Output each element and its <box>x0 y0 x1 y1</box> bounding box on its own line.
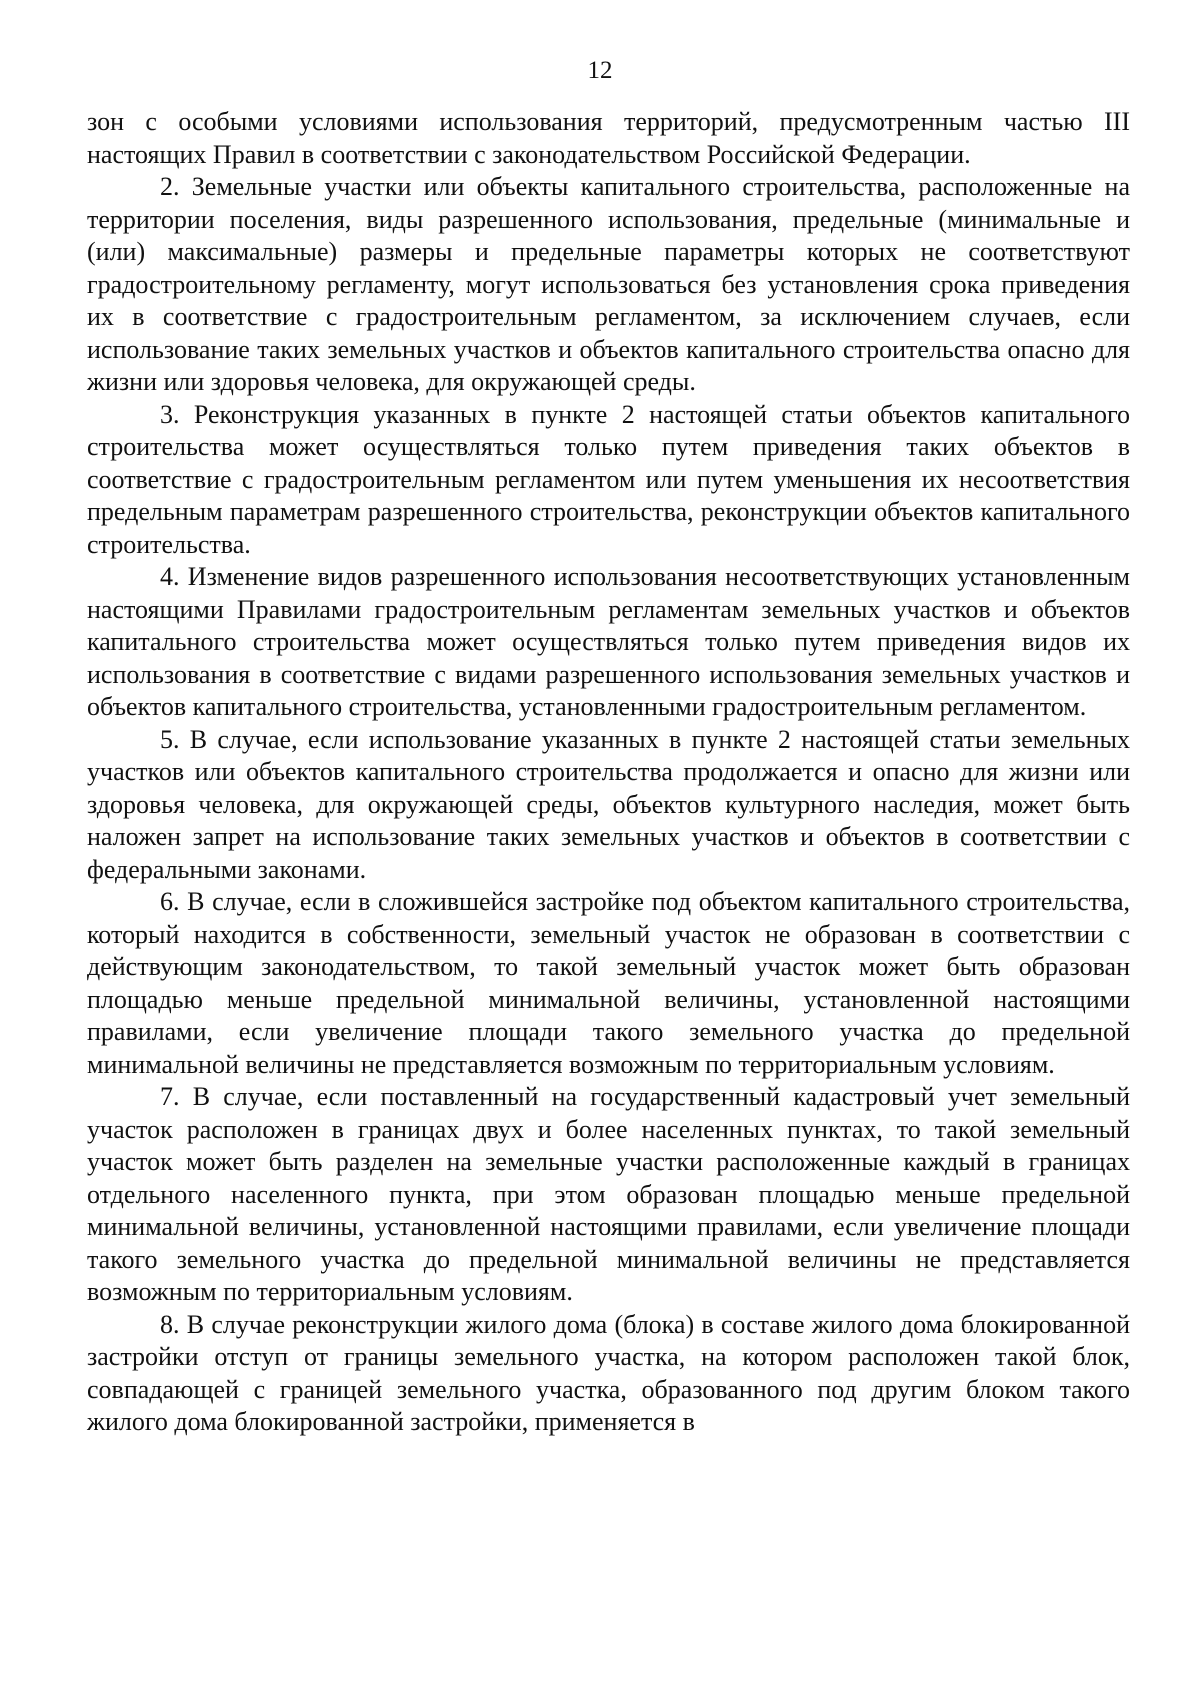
paragraph-item-2: 2. Земельные участки или объекты капитального строительства, расположенные на территории поселения, виды разрешенного использования, предельные (минимальные и (или) максимальные) размеры и предельные параметры которых не соответствуют градостроительному регламенту, могут использоваться без установления срока приведения их в соответствие с градостроительным регламентом, за исключением случаев, если использование таких земельных участков и объектов капитального строительства опасно для жизни или здоровья человека, для окружающей среды. <box>87 172 1130 396</box>
document-body <box>87 106 1130 1439</box>
paragraph-item-8: 8. В случае реконструкции жилого дома (блока) в составе жилого дома блокированной застройки отступ от границы земельного участка, на котором расположен такой блок, совпадающей с границей земельного участка, образованного под другим блоком такого жилого дома блокированной застройки, применяется в <box>87 1309 1130 1436</box>
paragraph-item-4: 4. Изменение видов разрешенного использования несоответствующих установленным настоящими Правилами градостроительным регламентам земельных участков и объектов капитального строительства может осуществляться только путем приведения видов их использования в соответствие с видами разрешенного использования земельных участков и объектов капитального строительства, установленными градостроительным регламентом. <box>87 562 1130 721</box>
paragraph-continuation: зон с особыми условиями использования территорий, предусмотренным частью III настоящих Правил в соответствии с законодательством Российской Федерации. <box>87 107 1130 169</box>
paragraph-item-6: 6. В случае, если в сложившейся застройке под объектом капитального строительства, который находится в собственности, земельный участок не образован в соответствии с действующим законодательством, то такой земельный участок может быть образован площадью меньше предельной минимальной величины, установленной настоящими правилами, если увеличение площади такого земельного участка до предельной минимальной величины не представляется возможным по территориальным условиям. <box>87 887 1130 1079</box>
paragraph-item-7: 7. В случае, если поставленный на государственный кадастровый учет земельный участок расположен в границах двух и более населенных пунктах, то такой земельный участок может быть разделен на земельные участки расположенные каждый в границах отдельного населенного пункта, при этом образован площадью меньше предельной минимальной величины, установленной настоящими правилами, если увеличение площади такого земельного участка до предельной минимальной величины не представляется возможным по территориальным условиям. <box>87 1082 1130 1306</box>
paragraph-item-3: 3. Реконструкция указанных в пункте 2 настоящей статьи объектов капитального строительства может осуществляться только путем приведения таких объектов в соответствие с градостроительным регламентом или путем уменьшения их несоответствия предельным параметрам разрешенного строительства, реконструкции объектов капитального строительства. <box>87 399 1130 559</box>
paragraph-item-5: 5. В случае, если использование указанных в пункте 2 настоящей статьи земельных участков или объектов капитального строительства продолжается и опасно для жизни или здоровья человека, для окружающей среды, объектов культурного наследия, может быть наложен запрет на использование таких земельных участков и объектов в соответствии с федеральными законами. <box>87 724 1130 884</box>
page-number: 12 <box>587 57 613 84</box>
